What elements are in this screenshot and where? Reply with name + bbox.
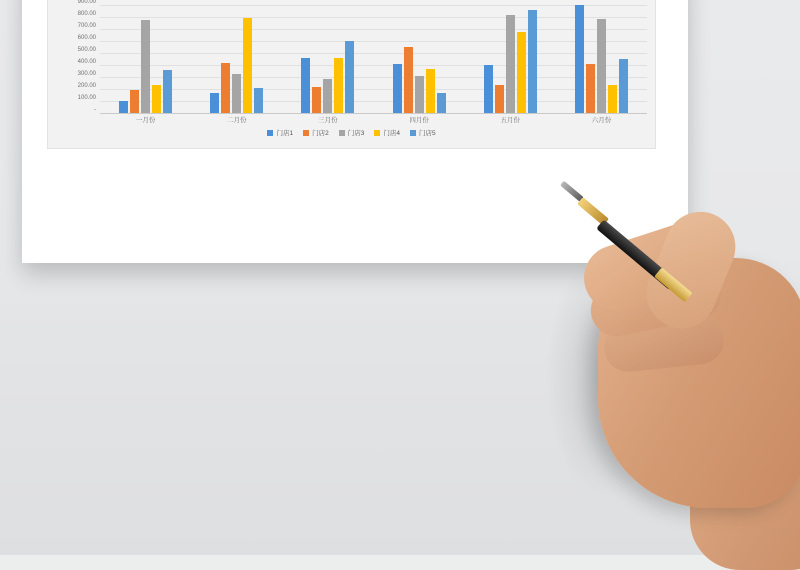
report-content <box>34 0 654 170</box>
printed-report-sheet <box>22 0 688 263</box>
y-tick-label: 200.00 <box>77 83 96 89</box>
bar <box>619 59 628 113</box>
bar-group <box>100 3 191 113</box>
bar <box>517 32 526 113</box>
legend-label: 门店3 <box>347 130 365 137</box>
bar-group <box>465 3 556 113</box>
y-tick-label: 600.00 <box>77 35 96 41</box>
legend-swatch-icon <box>339 130 345 136</box>
x-axis <box>100 113 647 114</box>
bar <box>254 88 263 113</box>
bar <box>141 20 150 113</box>
bar <box>393 64 402 113</box>
y-tick-label: 300.00 <box>77 71 96 77</box>
bar <box>210 93 219 113</box>
legend-swatch-icon <box>374 130 380 136</box>
legend-swatch-icon <box>267 130 273 136</box>
legend-item <box>303 128 329 137</box>
x-tick-label: 五月份 <box>500 117 521 124</box>
bar <box>130 90 139 113</box>
bar <box>586 64 595 113</box>
bar-group <box>374 3 465 113</box>
x-tick-label: 六月份 <box>591 117 612 124</box>
legend-item <box>410 128 436 137</box>
bar-group <box>191 3 282 113</box>
x-tick-label: 二月份 <box>227 117 247 124</box>
bar <box>312 87 321 113</box>
bar <box>152 85 161 113</box>
x-axis-labels <box>100 115 647 127</box>
legend-swatch-icon <box>410 130 416 136</box>
bar <box>415 76 424 113</box>
y-tick-label: 500.00 <box>77 47 96 53</box>
bar <box>323 79 332 113</box>
y-tick-label: - <box>94 107 96 113</box>
bar <box>608 85 617 113</box>
legend-item <box>267 128 293 137</box>
bar <box>495 85 504 113</box>
legend-label: 门店2 <box>312 130 329 137</box>
y-tick-label: 400.00 <box>77 59 96 65</box>
x-tick-label: 四月份 <box>409 117 429 124</box>
bar <box>345 41 354 113</box>
legend-item <box>339 128 365 137</box>
bar <box>484 65 493 113</box>
bar <box>334 58 343 113</box>
legend-label: 门店5 <box>418 130 436 137</box>
y-tick-label: 700.00 <box>77 23 96 29</box>
bar <box>301 58 310 113</box>
x-tick-label: 三月份 <box>318 117 338 124</box>
bar <box>404 47 413 113</box>
bar <box>163 70 172 113</box>
bar <box>243 18 252 113</box>
y-tick-label: 900.00 <box>77 0 96 5</box>
legend-label: 门店1 <box>276 130 294 137</box>
bar <box>528 10 537 113</box>
bar-group <box>282 3 373 113</box>
x-tick-label: 一月份 <box>135 117 156 124</box>
hand-shadow <box>545 250 665 500</box>
bar <box>597 19 606 113</box>
bar <box>221 63 230 113</box>
legend-swatch-icon <box>303 130 309 136</box>
y-tick-label: 800.00 <box>77 11 96 17</box>
bar <box>426 69 435 113</box>
bar-chart-panel <box>47 0 656 149</box>
bar <box>506 15 515 113</box>
bar <box>119 101 128 113</box>
y-tick-label: 100.00 <box>77 95 96 101</box>
bar <box>232 74 241 113</box>
bar-group <box>556 3 647 113</box>
bar <box>575 5 584 113</box>
legend-label: 门店4 <box>383 130 400 137</box>
legend-item <box>374 128 400 137</box>
bar <box>437 93 446 113</box>
bar-chart-legend <box>48 128 655 137</box>
bar-groups <box>100 3 647 113</box>
